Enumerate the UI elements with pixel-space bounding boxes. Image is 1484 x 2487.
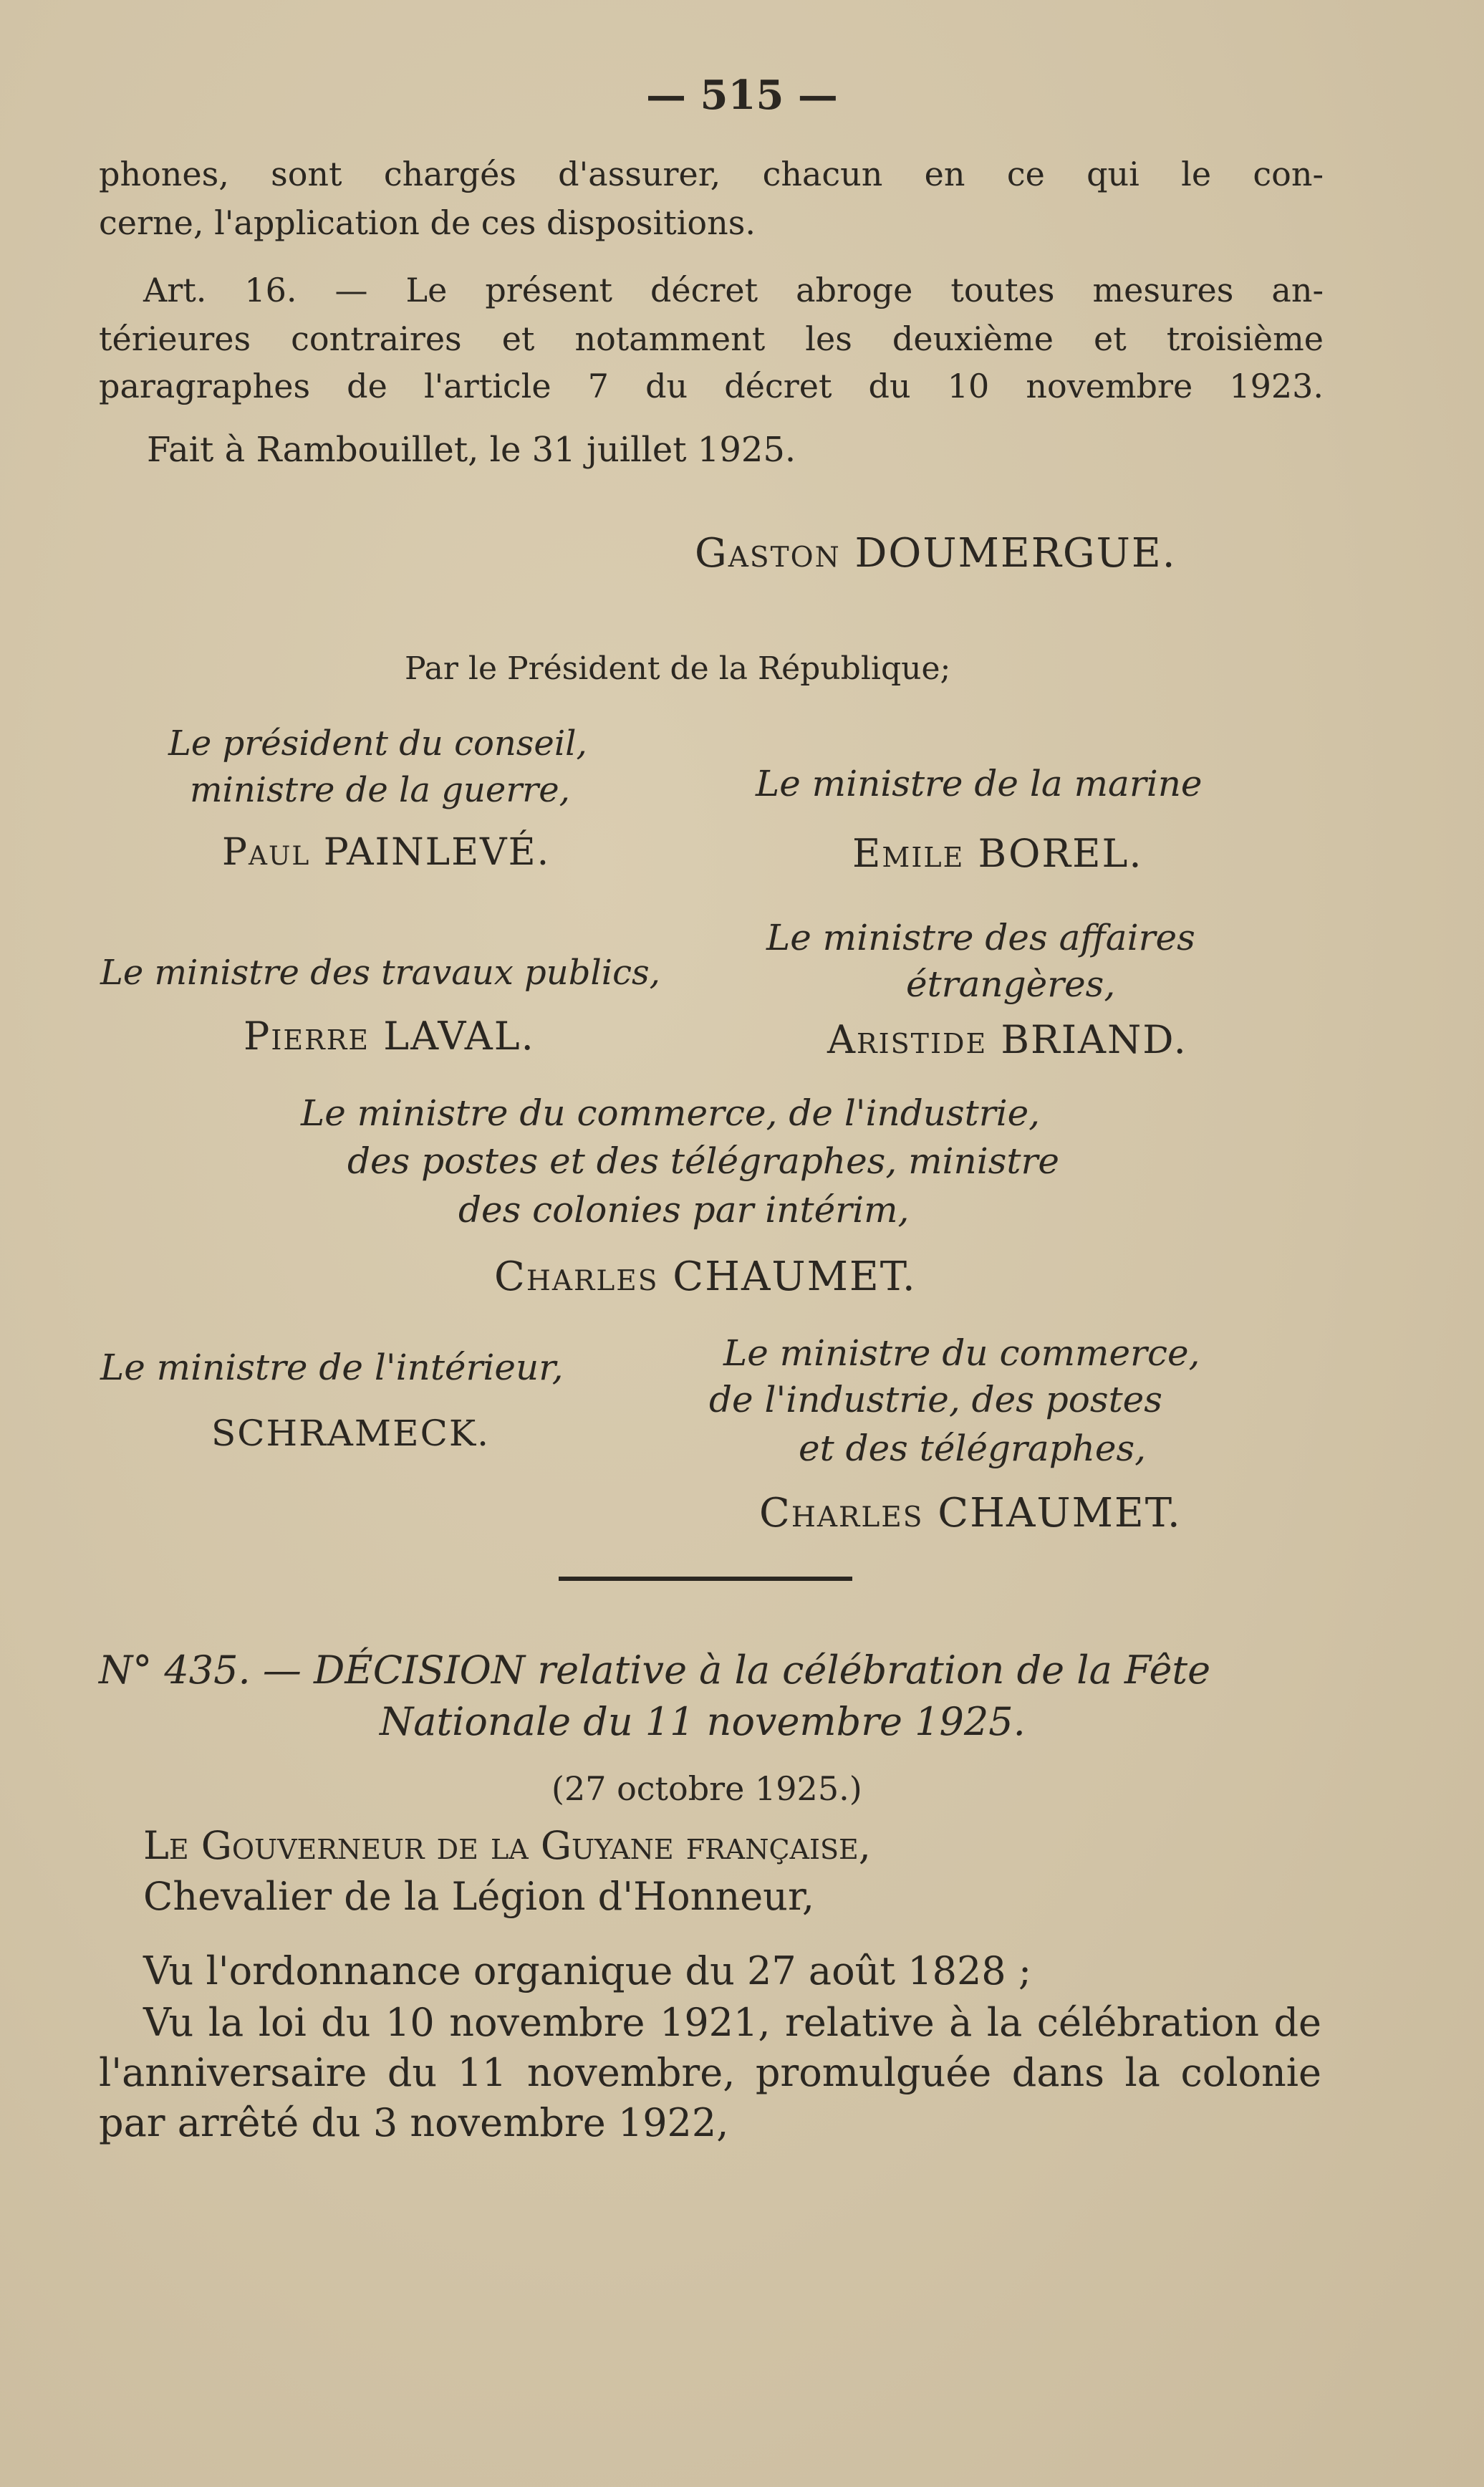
marine-title: Le ministre de la marine (756, 763, 1203, 804)
decision-heading-line-1: N° 435. — DÉCISION relative à la célébration de la Fête (99, 1647, 1211, 1693)
interieur-title: Le ministre de l'intérieur, (100, 1347, 564, 1388)
marine-minister-name: Emile BOREL. (852, 831, 1143, 876)
fait-a-rambouillet: Fait à Rambouillet, le 31 juillet 1925. (147, 430, 796, 470)
commerce-title-line-3: et des télégraphes, (799, 1428, 1147, 1469)
decision-gouverneur: Le Gouverneur de la Guyane française, (143, 1823, 871, 1868)
decision-chevalier: Chevalier de la Légion d'Honneur, (143, 1874, 815, 1919)
decision-vu-2-line-2: l'anniversaire du 11 novembre, promulguée dans la colonie (99, 2050, 1321, 2095)
commerce-title-line-2: de l'industrie, des postes (709, 1379, 1162, 1420)
intro-line-2: cerne, l'application de ces dispositions. (99, 203, 756, 242)
affaires-minister-name: Aristide BRIAND. (827, 1017, 1187, 1062)
commerce-title-line-1: Le ministre du commerce, (723, 1332, 1200, 1374)
page-number: — 515 — (646, 72, 838, 119)
decision-vu-1: Vu l'ordonnance organique du 27 août 1828 ; (143, 1948, 1032, 1993)
commerce-interim-line-3: des colonies par intérim, (458, 1189, 910, 1231)
commerce-interim-name: Charles CHAUMET. (494, 1254, 917, 1300)
travaux-minister-name: Pierre LAVAL. (244, 1014, 535, 1059)
travaux-title: Le ministre des travaux publics, (100, 953, 660, 993)
decision-date: (27 octobre 1925.) (551, 1769, 862, 1808)
section-divider (559, 1577, 852, 1581)
affaires-title-line-1: Le ministre des affaires (766, 917, 1195, 958)
conseil-minister-name: Paul PAINLEVÉ. (222, 831, 551, 874)
article-16-line-1: Art. 16. — Le présent décret abroge toutes mesures an- (143, 271, 1324, 309)
article-16-line-2: térieures contraires et notamment les deuxième et troisième (99, 319, 1324, 358)
decision-vu-2-line-1: Vu la loi du 10 novembre 1921, relative à la célébration de (143, 2000, 1321, 2045)
interieur-minister-name: SCHRAMECK. (211, 1413, 491, 1454)
decision-vu-2-line-3: par arrêté du 3 novembre 1922, (99, 2100, 729, 2145)
par-le-president: Par le Président de la République; (405, 650, 951, 687)
article-16-line-3: paragraphes de l'article 7 du décret du 10 novembre 1923. (99, 367, 1324, 405)
commerce-interim-line-1: Le ministre du commerce, de l'industrie, (301, 1092, 1041, 1134)
conseil-title-line-1: Le président du conseil, (168, 723, 587, 764)
commerce-minister-name: Charles CHAUMET. (759, 1490, 1182, 1536)
signature-president: Gaston DOUMERGUE. (695, 530, 1177, 577)
intro-line-1: phones, sont chargés d'assurer, chacun en ce qui le con- (99, 155, 1324, 193)
affaires-title-line-2: étrangères, (906, 963, 1116, 1005)
commerce-interim-line-2: des postes et des télégraphes, ministre (347, 1140, 1059, 1182)
decision-heading-line-2: Nationale du 11 novembre 1925. (380, 1699, 1026, 1744)
conseil-title-line-2: ministre de la guerre, (190, 770, 570, 810)
